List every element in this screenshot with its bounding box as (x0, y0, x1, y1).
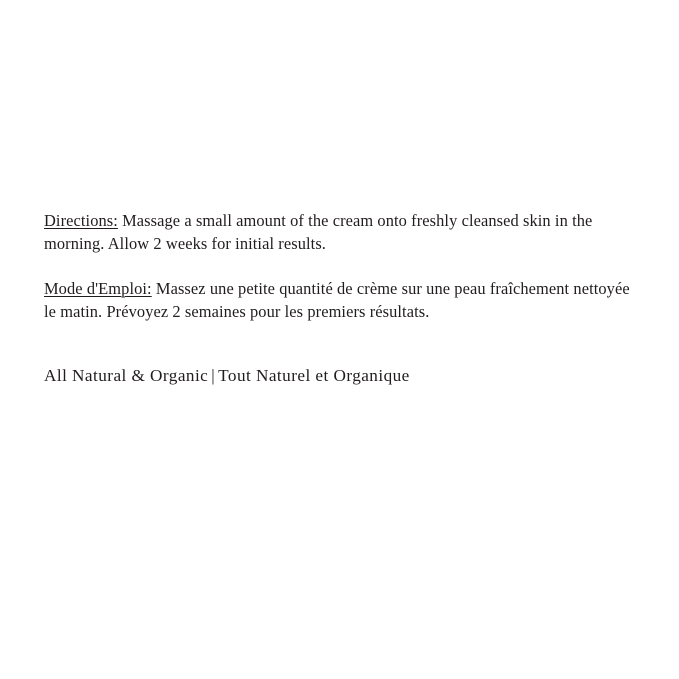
tagline-english: All Natural & Organic (44, 365, 209, 385)
directions-label: Directions: (44, 211, 118, 230)
tagline (44, 364, 636, 387)
directions-body: Massage a small amount of the cream onto freshly cleansed skin in the morning. Allow 2 weeks for initial results. (44, 211, 593, 253)
mode-demploi-label: Mode d'Emploi: (44, 279, 152, 299)
tagline-french: Tout Naturel et Organique (218, 365, 410, 385)
text-block (44, 210, 636, 387)
mode-demploi-body: Massez une petite quantité de crème sur une peau fraîchement nettoyée le matin. Prévoyez 2 semaines pour les premiers résultats. (44, 279, 630, 321)
directions-paragraph (44, 210, 636, 255)
tagline-separator: | (211, 365, 216, 385)
mode-demploi-paragraph (44, 278, 636, 323)
